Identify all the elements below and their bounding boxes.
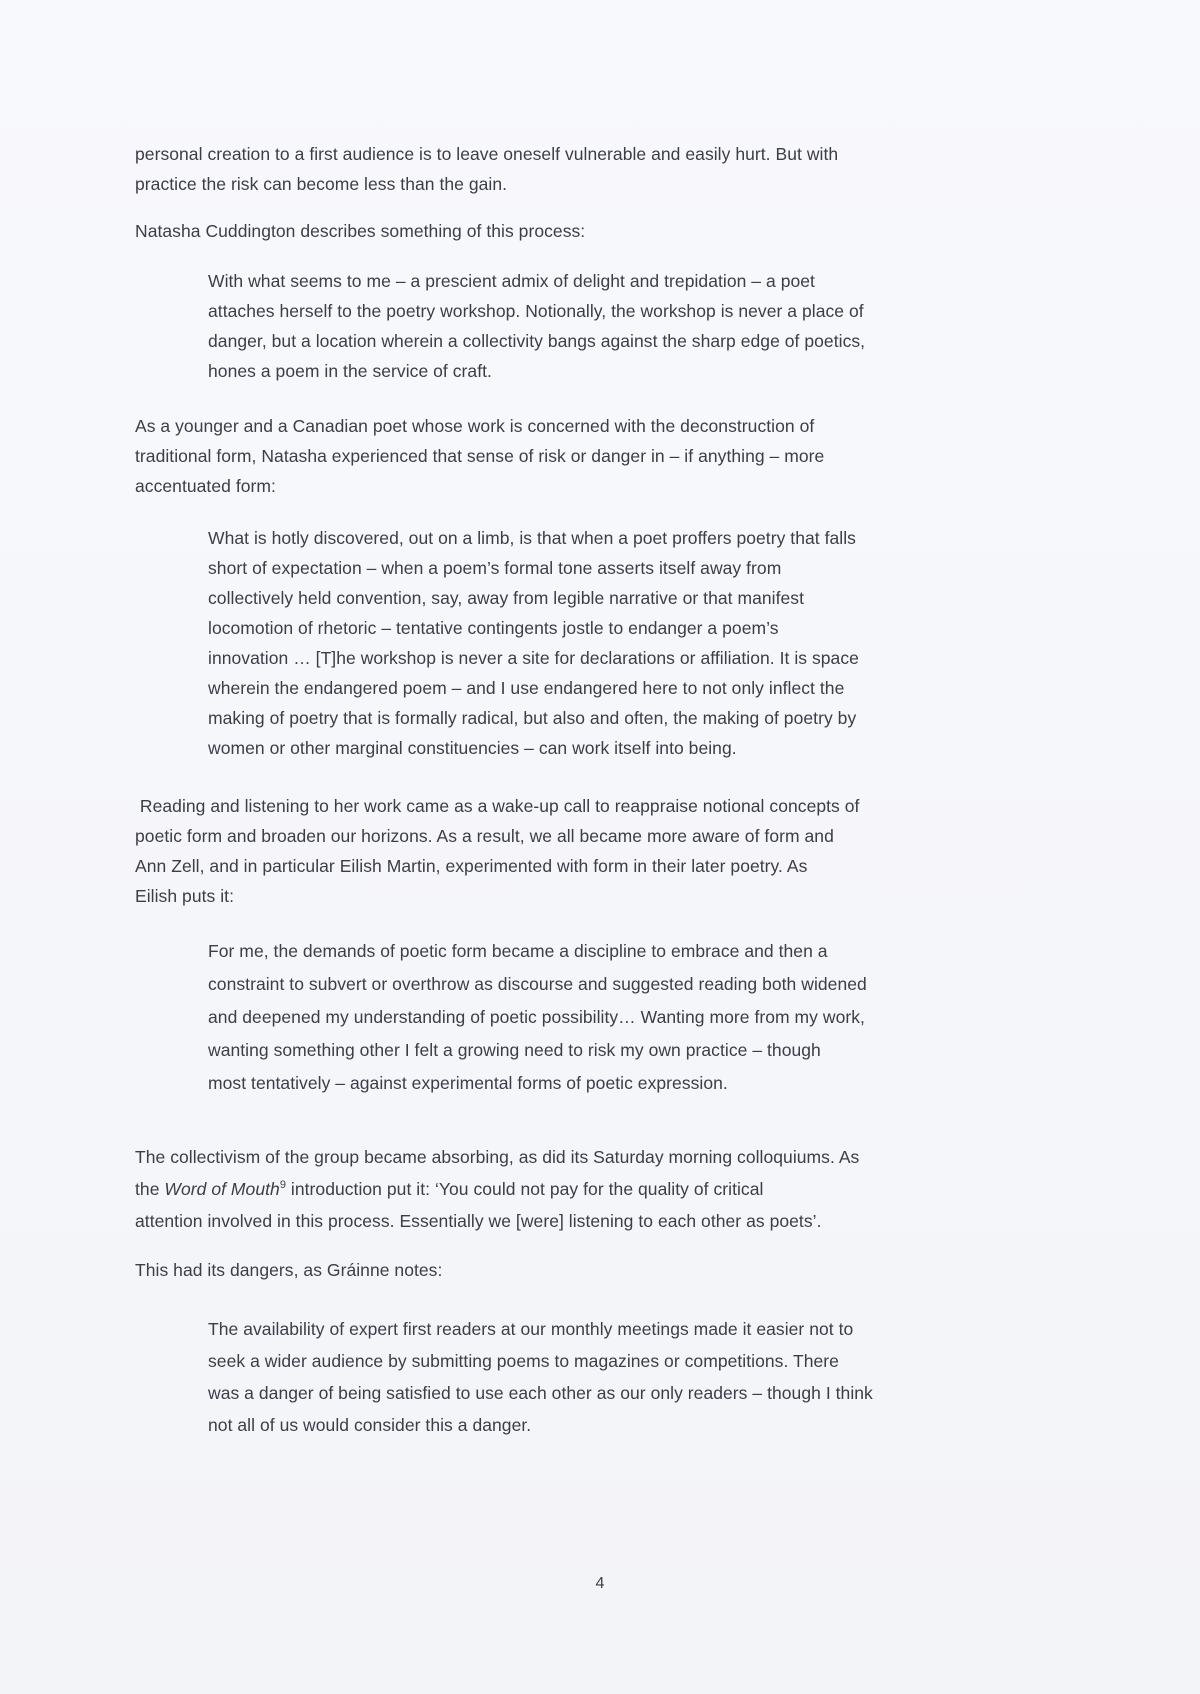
text-line: What is hotly discovered, out on a limb, is that when a poet proffers poetry that falls xyxy=(208,528,856,548)
text-line: constraint to subvert or overthrow as discourse and suggested reading both widened xyxy=(208,974,867,994)
text-line: and deepened my understanding of poetic possibility… Wanting more from my work, xyxy=(208,1007,865,1027)
text-line: For me, the demands of poetic form became a discipline to embrace and then a xyxy=(208,941,828,961)
text-line: was a danger of being satisfied to use each other as our only readers – though I think xyxy=(208,1383,873,1403)
text-line: wanting something other I felt a growing need to risk my own practice – though xyxy=(208,1040,821,1060)
text-line: attaches herself to the poetry workshop. Notionally, the workshop is never a place of xyxy=(208,301,864,321)
text-line: making of poetry that is formally radical, but also and often, the making of poetry by xyxy=(208,708,857,728)
text-line: personal creation to a first audience is to leave oneself vulnerable and easily hurt. But with xyxy=(135,144,839,164)
text-line: most tentatively – against experimental forms of poetic expression. xyxy=(208,1073,728,1093)
text-line: attention involved in this process. Essentially we [were] listening to each other as poets’. xyxy=(135,1211,822,1231)
blockquote-eilish xyxy=(208,935,1066,1100)
text-line: As a younger and a Canadian poet whose work is concerned with the deconstruction of xyxy=(135,416,815,436)
text-line: danger, but a location wherein a collectivity bangs against the sharp edge of poetics, xyxy=(208,331,866,351)
text-line: seek a wider audience by submitting poems to magazines or competitions. There xyxy=(208,1351,839,1371)
footnote-ref: 9 xyxy=(279,1179,286,1192)
text-line: accentuated form: xyxy=(135,476,276,496)
text-line: hones a poem in the service of craft. xyxy=(208,361,492,381)
text-line: Reading and listening to her work came as a wake-up call to reappraise notional concepts of xyxy=(135,796,860,816)
paragraph-reading-listening xyxy=(135,791,1067,911)
paragraph-dangers-intro xyxy=(135,1255,1067,1285)
text-line: The availability of expert first readers at our monthly meetings made it easier not to xyxy=(208,1319,854,1339)
blockquote-cuddington-1 xyxy=(208,266,1066,386)
text-line: locomotion of rhetoric – tentative contingents jostle to endanger a poem’s xyxy=(208,618,779,638)
paragraph-opening xyxy=(135,139,1067,199)
text-fragment: introduction put it: ‘You could not pay for the quality of critical xyxy=(285,1179,764,1199)
blockquote-cuddington-2 xyxy=(208,523,1066,763)
text-line: With what seems to me – a prescient admix of delight and trepidation – a poet xyxy=(208,271,815,291)
text-line: The collectivism of the group became absorbing, as did its Saturday morning colloquiums. As xyxy=(135,1147,860,1167)
text-line: women or other marginal constituencies – can work itself into being. xyxy=(208,738,737,758)
text-line: wherein the endangered poem – and I use endangered here to not only inflect the xyxy=(208,678,845,698)
text-line: Eilish puts it: xyxy=(135,886,234,906)
blockquote-grainne xyxy=(208,1313,1066,1441)
text-line: short of expectation – when a poem’s formal tone asserts itself away from xyxy=(208,558,782,578)
paragraph-cuddington-intro xyxy=(135,216,1067,246)
text-line: traditional form, Natasha experienced that sense of risk or danger in – if anything – more xyxy=(135,446,825,466)
text-line: innovation … [T]he workshop is never a site for declarations or affiliation. It is space xyxy=(208,648,859,668)
text-fragment: the xyxy=(135,1179,165,1199)
text-line xyxy=(135,1173,1067,1205)
text-line: This had its dangers, as Gráinne notes: xyxy=(135,1260,443,1280)
text-line: not all of us would consider this a danger. xyxy=(208,1415,532,1435)
publication-title: Word of Mouth xyxy=(164,1179,280,1199)
text-line: collectively held convention, say, away from legible narrative or that manifest xyxy=(208,588,804,608)
paragraph-collectivism xyxy=(135,1141,1067,1237)
text-line: Ann Zell, and in particular Eilish Martin, experimented with form in their later poetry. As xyxy=(135,856,808,876)
text-line: practice the risk can become less than the gain. xyxy=(135,174,508,194)
text-line: poetic form and broaden our horizons. As a result, we all became more aware of form and xyxy=(135,826,834,846)
page-number: 4 xyxy=(595,1575,605,1592)
text-line: Natasha Cuddington describes something of this process: xyxy=(135,221,586,241)
paragraph-canadian-poet xyxy=(135,411,1067,501)
